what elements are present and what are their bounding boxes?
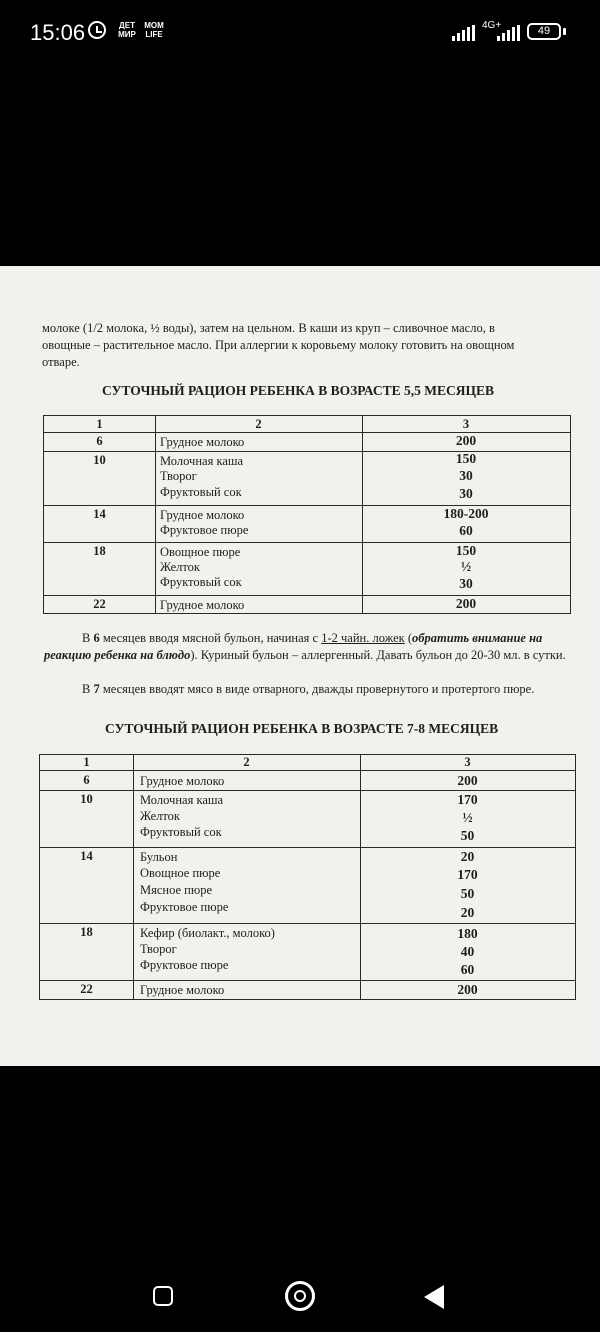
food-item: Овощное пюре [160,545,241,559]
battery-tip [563,28,566,35]
intro-line: овощные – растительное масло. При аллергии к коровьему молоку готовить на овощном [42,338,515,352]
table1 [43,415,571,614]
intro-line: молоке (1/2 молока, ½ воды), затем на цельном. В каши из круп – сливочное масло, в [42,321,495,335]
amount: 40 [460,944,475,959]
table1-title: СУТОЧНЫЙ РАЦИОН РЕБЕНКА В ВОЗРАСТЕ 5,5 МЕСЯЦЕВ [102,383,494,398]
amount: 50 [460,886,475,901]
food-item: Грудное молоко [160,435,245,449]
food-item: Творог [160,469,197,483]
alarm-icon [88,21,106,39]
intro-line: отваре. [42,355,80,369]
food-item: Бульон [140,850,178,864]
amount: 60 [460,962,475,977]
amount: 180 [457,926,478,941]
amount: 20 [460,849,475,864]
amount: 50 [460,828,475,843]
food-item: Желток [140,809,180,823]
detmir-notification-icon: ДЕТ МИР [118,21,136,39]
table-header: 2 [255,417,262,431]
food-item: Желток [160,560,200,574]
recents-icon[interactable] [153,1286,173,1306]
amount: 30 [459,576,473,591]
amount: 200 [457,982,478,997]
paragraph-bouillon: В 6 месяцев вводя мясной бульон, начиная с 1-2 чайн. ложек (обратить внимание на реакцию ребенка на блюдо). Куриный бульон – аллергенный. Давать бульон до 20-30 мл. в сутки. [44,631,566,662]
table2 [39,754,576,1000]
table-header: 1 [96,417,103,431]
amount: 150 [455,451,477,466]
meal-time: 18 [93,544,106,558]
amount: 150 [455,543,477,558]
meal-time: 6 [96,434,103,448]
battery-icon: 49 [527,23,561,40]
status-bar [0,0,600,68]
table-header: 2 [243,755,250,769]
food-item: Молочная каша [160,454,244,468]
amount: 20 [460,905,475,920]
food-item: Грудное молоко [140,983,225,997]
meal-time: 18 [80,925,93,939]
food-item: Мясное пюре [140,883,213,897]
network-type: 4G+ [482,20,502,31]
food-item: Фруктовое пюре [140,958,229,972]
home-icon[interactable] [285,1281,315,1311]
food-item: Фруктовое пюре [160,523,249,537]
document-photo[interactable] [0,266,600,1066]
signal-icon-2 [497,25,520,41]
amount: 30 [459,468,473,483]
table-header: 1 [83,755,90,769]
meal-time: 6 [83,773,90,787]
food-item: Грудное молоко [160,598,245,612]
food-item: Кефир (биолакт., молоко) [140,926,275,940]
amount: 200 [455,433,477,448]
meal-time: 22 [93,597,106,611]
food-item: Грудное молоко [160,508,245,522]
amount: 200 [455,596,477,611]
table-header: 3 [464,755,471,769]
amount: ½ [462,810,473,825]
food-item: Фруктовый сок [160,485,242,499]
food-item: Фруктовый сок [140,825,222,839]
meal-time: 10 [93,453,106,467]
amount: 170 [457,792,478,807]
amount: 180-200 [443,506,489,521]
meal-time: 10 [80,792,93,806]
amount: 170 [457,867,478,882]
clock: 15:06 [30,20,86,45]
amount: 200 [457,773,478,788]
meal-time: 14 [93,507,106,521]
meal-time: 22 [80,982,93,996]
amount: 60 [459,523,473,538]
amount: 30 [459,486,473,501]
meal-time: 14 [80,849,93,863]
momlife-notification-icon: МОМ LIFE [144,21,164,39]
paragraph-meat: В 7 месяцев вводят мясо в виде отварного, дважды провернутого и протертого пюре. [82,682,535,696]
food-item: Творог [140,942,177,956]
food-item: Фруктовое пюре [140,900,229,914]
back-icon[interactable] [424,1285,444,1309]
table2-title: СУТОЧНЫЙ РАЦИОН РЕБЕНКА В ВОЗРАСТЕ 7-8 МЕСЯЦЕВ [105,721,499,736]
amount: ½ [460,559,472,574]
signal-icon [452,25,475,41]
food-item: Молочная каша [140,793,224,807]
table-header: 3 [462,417,470,431]
food-item: Овощное пюре [140,866,221,880]
food-item: Грудное молоко [140,774,225,788]
food-item: Фруктовый сок [160,575,242,589]
